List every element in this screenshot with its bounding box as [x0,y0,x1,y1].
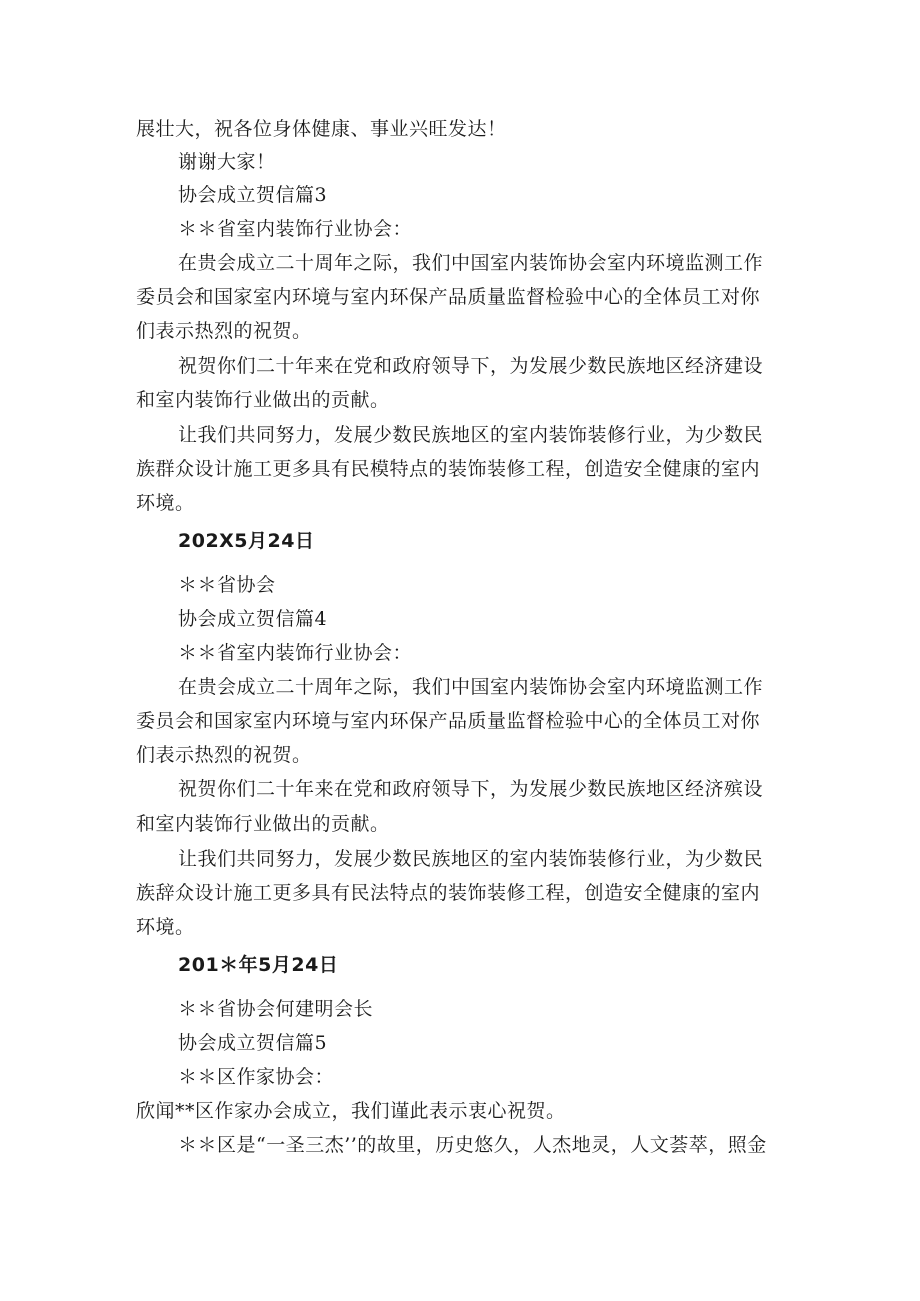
paragraph-line: 族辞众设计施工更多具有民法特点的装饰装修工程，创造安全健康的室内 [136,882,761,904]
paragraph-line: 族群众设计施工更多具有民模特点的装饰装修工程，创造安全健康的室内 [136,458,761,480]
paragraph-line: 谢谢大家！ [178,151,276,173]
paragraph-line: 让我们共同努力，发展少数民族地区的室内装饰装修行业，为少数民 [178,424,764,446]
paragraph-line: 们表示热烈的祝贺。 [136,744,312,766]
letter-signature: ＊＊省协会 [178,574,276,596]
letter-date: 202X5月24日 [178,530,315,552]
paragraph-line: 在贵会成立二十周年之际，我们中国室内装饰协会室内环境监测工作 [178,676,764,698]
paragraph-line: 祝贺你们二十年来在党和政府领导下，为发展少数民族地区经济建设 [178,355,764,377]
paragraph-line: 展壮大，祝各位身体健康、事业兴旺发达！ [136,118,507,140]
paragraph-line: 环境。 [136,492,195,514]
paragraph-line: ＊＊区是“一圣三杰’’的故里，历史悠久，人杰地灵，人文荟萃，照金 [178,1134,767,1156]
salutation: ＊＊省室内装饰行业协会： [178,642,413,664]
paragraph-line: 在贵会成立二十周年之际，我们中国室内装饰协会室内环境监测工作 [178,252,764,274]
paragraph-line: 委员会和国家室内环境与室内环保产品质量监督检验中心的全体员工对你 [136,286,761,308]
paragraph-line: 祝贺你们二十年来在党和政府领导下，为发展少数民族地区经济殡设 [178,778,764,800]
salutation: ＊＊省室内装饰行业协会： [178,218,413,240]
paragraph-line: 和室内装饰行业做出的贡献。 [136,389,390,411]
paragraph-line: 环境。 [136,916,195,938]
paragraph-line: 们表示热烈的祝贺。 [136,320,312,342]
section-heading: 协会成立贺信篇3 [178,184,328,206]
salutation: ＊＊区作家协会： [178,1066,335,1088]
paragraph-line: 欣闻**区作家办会成立，我们谨此表示衷心祝贺。 [136,1100,566,1122]
section-heading: 协会成立贺信篇5 [178,1032,328,1054]
paragraph-line: 和室内装饰行业做出的贡献。 [136,813,390,835]
letter-signature: ＊＊省协会何建明会长 [178,998,374,1020]
section-heading: 协会成立贺信篇4 [178,608,328,630]
paragraph-line: 委员会和国家室内环境与室内环保产品质量监督检验中心的全体员工对你 [136,710,761,732]
paragraph-line: 让我们共同努力，发展少数民族地区的室内装饰装修行业，为少数民 [178,848,764,870]
letter-date: 201＊年5月24日 [178,954,339,976]
